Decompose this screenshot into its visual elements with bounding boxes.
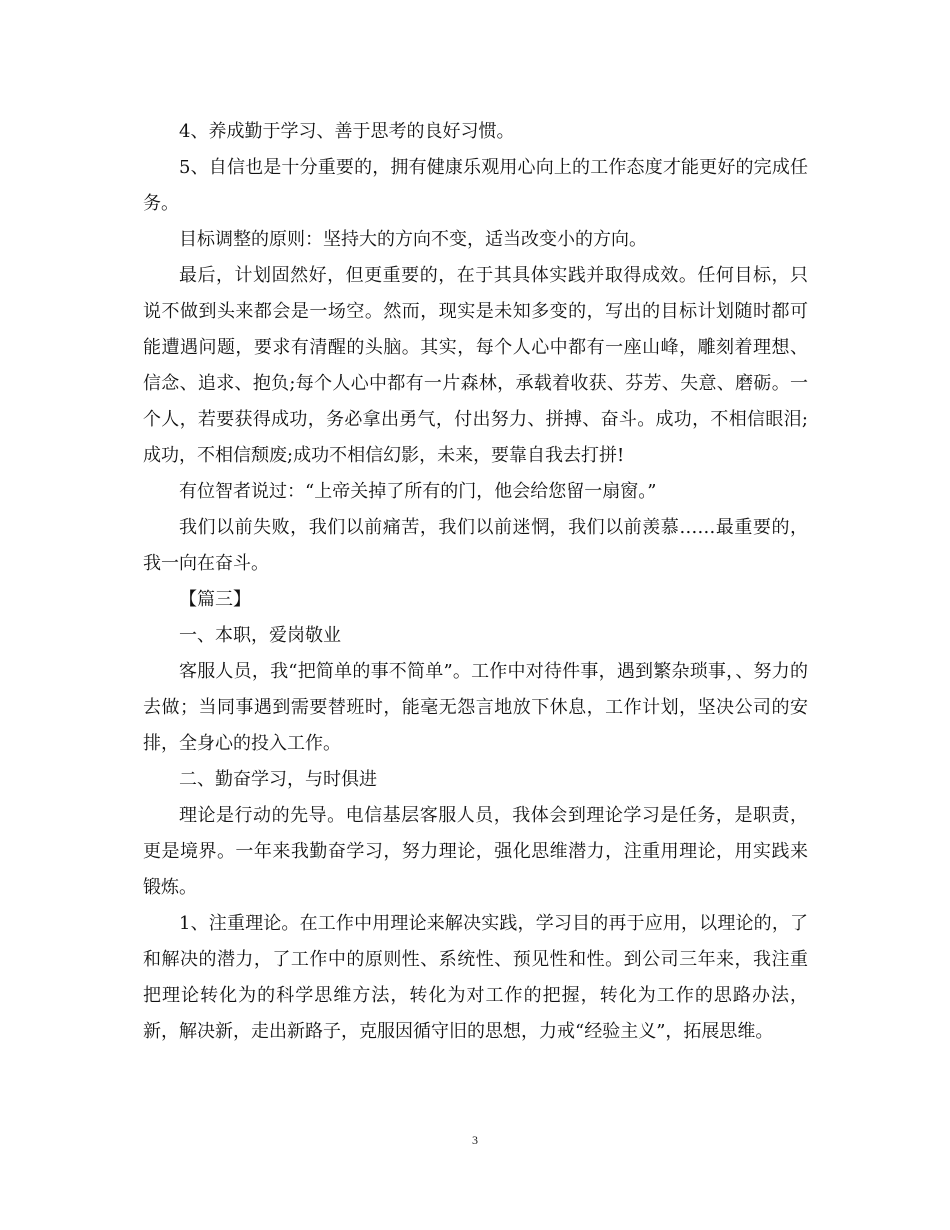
paragraph-item-5: 5、自信也是十分重要的，拥有健康乐观用心向上的工作态度才能更好的完成任务。: [143, 157, 808, 214]
paragraph-theory-guide: 理论是行动的先导。电信基层客服人员，我体会到理论学习是任务，是职责，更是境界。一年来我勤奋学习，努力理论，强化思维潜力，注重用理论，用实践来锻炼。: [143, 805, 808, 898]
paragraph-we-once: 我们以前失败，我们以前痛苦，我们以前迷惘，我们以前羡慕……最重要的，我一向在奋斗。: [143, 517, 808, 574]
paragraph-customer-service: 客服人员，我“把简单的事不简单”。工作中对待件事，遇到繁杂琐事，、努力的去做；当同事遇到需要替班时，能毫无怨言地放下休息，工作计划，坚决公司的安排，全身心的投入工作。: [143, 661, 808, 754]
paragraph-item-4: 4、养成勤于学习、善于思考的良好习惯。: [179, 121, 515, 142]
section-heading-diligent-study: 二、勤奋学习，与时俱进: [179, 769, 377, 790]
section-heading-part-three: 【篇三】: [179, 589, 251, 610]
page-number: 3: [472, 1133, 478, 1147]
paragraph-wise-man-quote: 有位智者说过：“上帝关掉了所有的门，他会给您留一扇窗。”: [179, 481, 657, 502]
section-heading-dedication: 一、本职，爱岗敬业: [179, 625, 341, 646]
document-body: [143, 114, 808, 1050]
paragraph-focus-theory: 1、注重理论。在工作中用理论来解决实践，学习目的再于应用，以理论的，了和解决的潜力，了工作中的原则性、系统性、预见性和性。到公司三年来，我注重把理论转化为的科学思维方法，转化为对工作的把握，转化为工作的思路办法，新，解决新，走出新路子，克服因循守旧的思想，力戒“经验主义”，拓展思维。: [143, 913, 808, 1042]
paragraph-goal-adjustment: 目标调整的原则：坚持大的方向不变，适当改变小的方向。: [179, 229, 647, 250]
paragraph-finally: 最后，计划固然好，但更重要的，在于其具体实践并取得成效。任何目标，只说不做到头来都会是一场空。然而，现实是未知多变的，写出的目标计划随时都可能遭遇问题，要求有清醒的头脑。其实，每个人心中都有一座山峰，雕刻着理想、信念、追求、抱负;每个人心中都有一片森林，承载着收获、芬芳、失意、磨砺。一个人，若要获得成功，务必拿出勇气，付出努力、拼搏、奋斗。成功，不相信眼泪;成功，不相信颓废;成功不相信幻影，未来，要靠自我去打拼!: [143, 265, 808, 466]
